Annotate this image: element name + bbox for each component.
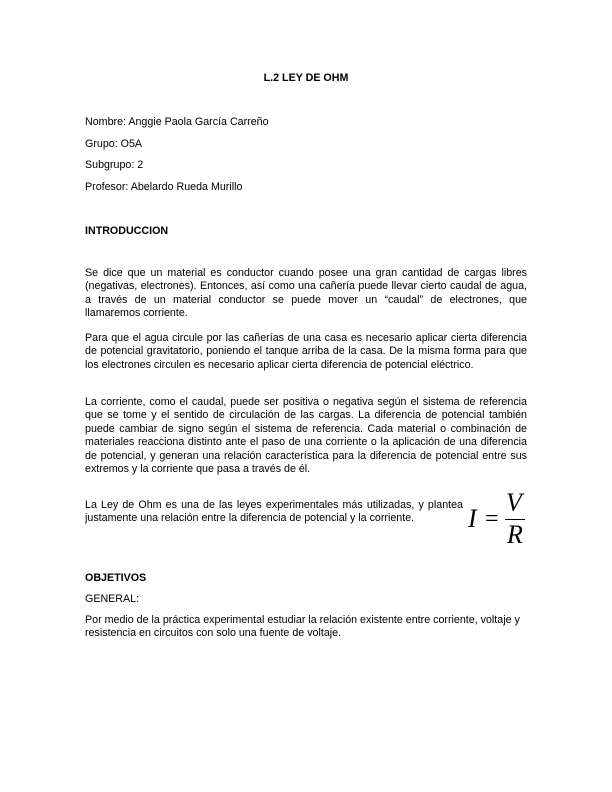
general-label: GENERAL: — [85, 593, 140, 605]
intro-paragraph-4: La Ley de Ohm es una de las leyes experimentales más utilizadas, y plantea justamente una relación entre la diferencia de potencial y la corriente. — [85, 499, 463, 525]
ohm-law-formula — [468, 490, 538, 554]
general-objective-text: Por medio de la práctica experimental estudiar la relación existente entre corriente, voltaje y resistencia en circuitos con solo una fuente de voltaje. — [85, 614, 520, 640]
formula-equals: = — [485, 506, 499, 532]
student-name: Nombre: Anggie Paola García Carreño — [85, 116, 269, 128]
professor-label: Profesor: Abelardo Rueda Murillo — [85, 181, 243, 193]
subgroup-label: Subgrupo: 2 — [85, 159, 144, 171]
formula-current: I — [468, 504, 477, 533]
intro-paragraph-2: Para que el agua circule por las cañerías de una casa es necesario aplicar cierta diferencia de potencial gravitatorio, poniendo el tanque arriba de la casa. De la misma forma para que los electrones circulen es necesario aplicar cierta diferencia de potencial eléctrico. — [85, 332, 527, 371]
intro-paragraph-3: La corriente, como el caudal, puede ser positiva o negativa según el sistema de referencia que se tome y el sentido de circulación de las cargas. La diferencia de potencial también puede cambiar de signo según el sistema de referencia. Cada material o combinación de materiales reacciona distinto ante el paso de una corriente o la aplicación de una diferencia de potencial, y generan una relación característica para la diferencia de potencial entre sus extremos y la corriente que pasa a través de él. — [85, 396, 527, 476]
objetivos-heading: OBJETIVOS — [85, 572, 147, 584]
document-title: L.2 LEY DE OHM — [263, 72, 349, 84]
introduccion-heading: INTRODUCCION — [85, 225, 169, 237]
formula-voltage: V — [506, 488, 522, 517]
intro-paragraph-1: Se dice que un material es conductor cuando posee una gran cantidad de cargas libres (negativas, electrones). Entonces, así como una cañería puede llevar cierto caudal de agua, a través de un material conductor se puede mover un “caudal” de electrones, que llamaremos corriente. — [85, 267, 527, 320]
group-label: Grupo: O5A — [85, 138, 143, 150]
formula-resistance: R — [507, 520, 523, 549]
